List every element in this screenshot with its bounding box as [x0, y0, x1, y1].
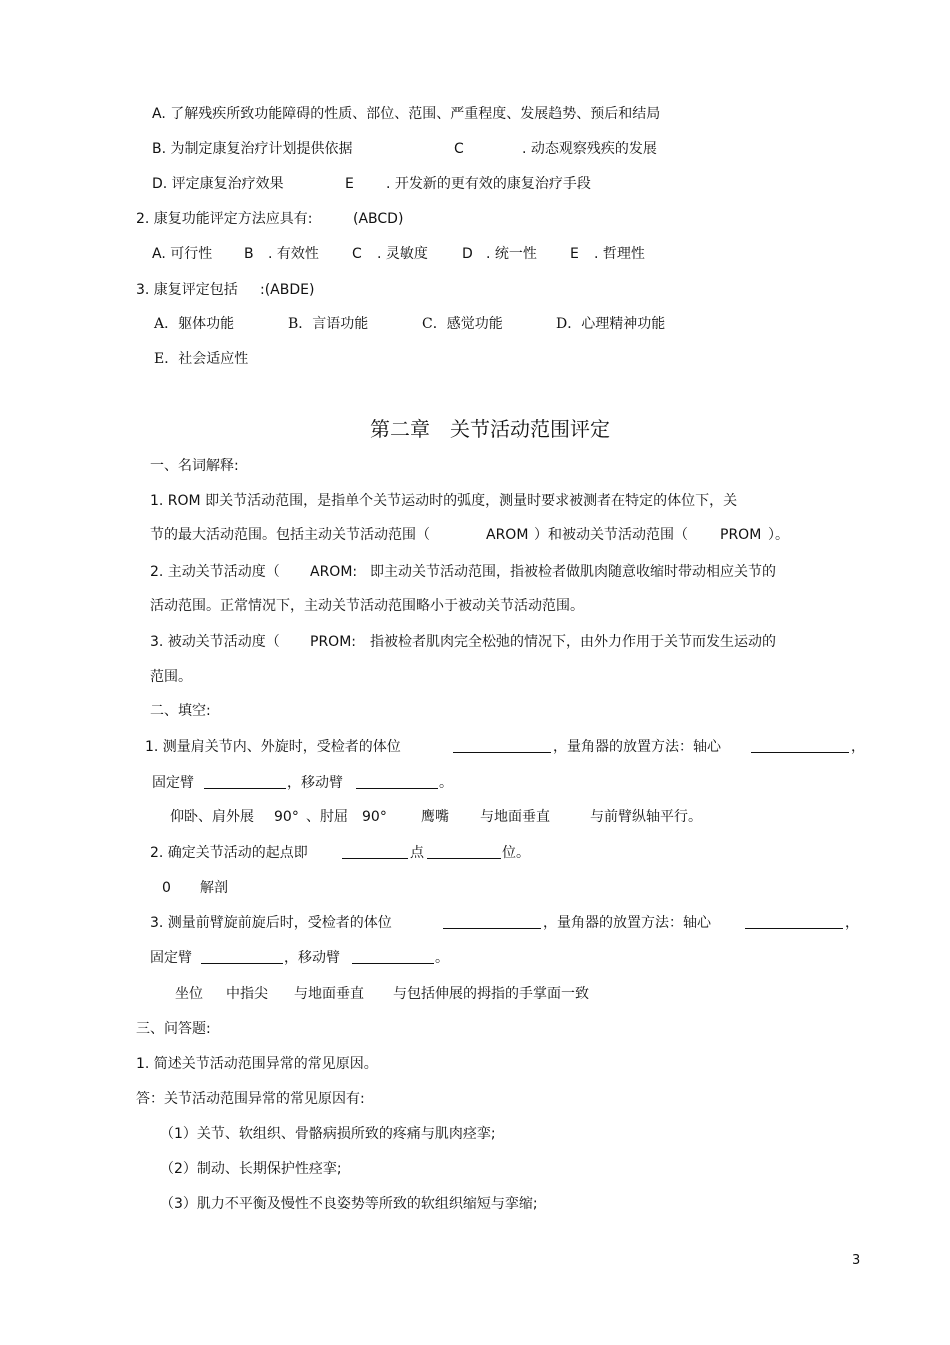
- q2-opt-e: . 哲理性: [594, 246, 645, 262]
- section-2-heading: 二、填空:: [150, 703, 211, 719]
- fill-1-answers: [170, 807, 702, 827]
- term-3-text-a: 3. 被动关节活动度（: [150, 634, 280, 650]
- option-d: [152, 174, 591, 194]
- fill-1-ans-1: 仰卧、肩外展: [170, 809, 254, 825]
- fill-3-ans-3: 与地面垂直: [294, 986, 364, 1002]
- q3-opt-c: C．感觉功能: [422, 316, 503, 332]
- fill-3-text-e: ，移动臂: [284, 950, 340, 966]
- fill-2-answers: [162, 878, 228, 898]
- fill-1-ans-7: 与前臂纵轴平行。: [590, 809, 702, 825]
- fill-1-blank-moving-arm[interactable]: [356, 773, 438, 789]
- fill-1-text-e: ，移动臂: [287, 775, 343, 791]
- essay-question-1: 1. 简述关节活动范围异常的常见原因。: [136, 1056, 378, 1072]
- fill-2-ans-2: 解剖: [200, 880, 228, 896]
- q2-opt-b-letter: B: [244, 246, 254, 262]
- fill-2-line: [150, 843, 530, 863]
- term-2-text-a: 2. 主动关节活动度（: [150, 564, 280, 580]
- term-3-text-c: 指被检者肌肉完全松弛的情况下，由外力作用于关节而发生运动的: [370, 634, 776, 650]
- q3-opt-e: E．社会适应性: [154, 351, 249, 367]
- fill-2-blank-position[interactable]: [427, 843, 501, 859]
- q3-opt-d: D．心理精神功能: [556, 316, 666, 332]
- fill-3-ans-4: 与包括伸展的拇指的手掌面一致: [393, 986, 589, 1002]
- option-e-letter: E: [345, 176, 354, 192]
- fill-3-text-d: 固定臂: [150, 950, 192, 966]
- term-2-line-2: 活动范围。正常情况下，主动关节活动范围略小于被动关节活动范围。: [150, 598, 584, 614]
- fill-1-line-2: [152, 773, 453, 793]
- q3-opt-b: B．言语功能: [288, 316, 369, 332]
- option-c-text: . 动态观察残疾的发展: [522, 141, 657, 157]
- fill-2-text-c: 位。: [502, 845, 530, 861]
- term-2-arom: AROM:: [310, 564, 358, 580]
- fill-1-text-f: 。: [439, 775, 453, 791]
- question-3-options-row1: [154, 314, 666, 334]
- q3-opt-a: A．躯体功能: [154, 316, 235, 332]
- q2-opt-a: A. 可行性: [152, 246, 213, 262]
- term-2-line-1: [150, 562, 776, 582]
- fill-3-text-b: ，量角器的放置方法：轴心: [543, 915, 711, 931]
- fill-1-blank-axis[interactable]: [751, 737, 849, 753]
- option-c-letter: C: [454, 141, 464, 157]
- term-1-prom: PROM: [720, 527, 762, 543]
- fill-3-blank-fixed-arm[interactable]: [201, 948, 283, 964]
- fill-1-ans-6: 与地面垂直: [480, 809, 550, 825]
- question-2-options: [152, 244, 645, 264]
- fill-1-ans-4: 90°: [362, 809, 387, 825]
- question-2-text: 2. 康复功能评定方法应具有:: [136, 211, 313, 227]
- q2-opt-e-letter: E: [570, 246, 579, 262]
- question-2-answer: (ABCD): [353, 211, 404, 227]
- fill-2-ans-1: 0: [162, 880, 171, 896]
- fill-3-text-f: 。: [435, 950, 449, 966]
- chapter-title: 第二章 关节活动范围评定: [370, 417, 610, 441]
- cause-1: （1）关节、软组织、骨骼病损所致的疼痛与肌肉痉挛;: [160, 1126, 496, 1142]
- term-3-line-2: 范围。: [150, 669, 192, 685]
- q2-opt-c: . 灵敏度: [377, 246, 428, 262]
- question-3: [136, 280, 315, 300]
- fill-1-text-d: 固定臂: [152, 775, 194, 791]
- page-number: 3: [852, 1253, 861, 1268]
- question-3-text: 3. 康复评定包括: [136, 282, 238, 298]
- fill-3-line-1: [150, 913, 859, 933]
- fill-2-blank-start[interactable]: [342, 843, 408, 859]
- fill-1-ans-5: 鹰嘴: [421, 809, 449, 825]
- fill-1-blank-fixed-arm[interactable]: [204, 773, 286, 789]
- fill-1-blank-position[interactable]: [453, 737, 551, 753]
- fill-3-ans-2: 中指尖: [226, 986, 268, 1002]
- fill-1-text-c: ，: [851, 739, 865, 755]
- term-1-arom: AROM: [486, 527, 529, 543]
- term-1-text-c: ）和被动关节活动范围（: [534, 527, 688, 543]
- fill-1-line-1: [145, 737, 865, 757]
- section-3-heading: 三、问答题:: [136, 1021, 211, 1037]
- fill-1-ans-2: 90°: [274, 809, 299, 825]
- cause-2: （2）制动、长期保护性痉挛;: [160, 1161, 342, 1177]
- q2-opt-d: . 统一性: [486, 246, 537, 262]
- fill-2-text-b: 点: [410, 845, 424, 861]
- fill-3-line-2: [150, 948, 449, 968]
- fill-2-text-a: 2. 确定关节活动的起点即: [150, 845, 308, 861]
- term-3-prom: PROM:: [310, 634, 356, 650]
- question-3-answer: :(ABDE): [260, 282, 315, 298]
- q2-opt-c-letter: C: [352, 246, 362, 262]
- fill-1-text-b: ，量角器的放置方法：轴心: [553, 739, 721, 755]
- question-2: [136, 209, 404, 229]
- fill-3-text-c: ，: [845, 915, 859, 931]
- fill-3-text-a: 3. 测量前臂旋前旋后时，受检者的体位: [150, 915, 392, 931]
- q2-opt-b: . 有效性: [268, 246, 319, 262]
- fill-1-text-a: 1. 测量肩关节内、外旋时，受检者的体位: [145, 739, 401, 755]
- q2-opt-d-letter: D: [462, 246, 473, 262]
- option-b: [152, 139, 657, 159]
- fill-3-blank-moving-arm[interactable]: [352, 948, 434, 964]
- fill-3-blank-position[interactable]: [443, 913, 541, 929]
- fill-3-answers: [175, 984, 589, 1004]
- option-e-text: . 开发新的更有效的康复治疗手段: [386, 176, 591, 192]
- fill-1-ans-3: 、肘屈: [306, 809, 348, 825]
- term-1-text-e: ）。: [768, 527, 789, 543]
- option-a: A. 了解残疾所致功能障碍的性质、部位、范围、严重程度、发展趋势、预后和结局: [152, 106, 661, 122]
- term-1-text-a: 节的最大活动范围。包括主动关节活动范围（: [150, 527, 430, 543]
- section-1-heading: 一、名词解释:: [150, 458, 239, 474]
- term-1-line-1: 1. ROM 即关节活动范围，是指单个关节运动时的弧度，测量时要求被测者在特定的体位下，关: [150, 493, 738, 509]
- term-2-text-c: 即主动关节活动范围，指被检者做肌肉随意收缩时带动相应关节的: [370, 564, 776, 580]
- fill-3-blank-axis[interactable]: [745, 913, 843, 929]
- term-1-line-2: [150, 525, 789, 545]
- cause-3: （3）肌力不平衡及慢性不良姿势等所致的软组织缩短与挛缩;: [160, 1196, 538, 1212]
- term-3-line-1: [150, 632, 776, 652]
- option-d-text: D. 评定康复治疗效果: [152, 176, 284, 192]
- option-b-text: B. 为制定康复治疗计划提供依据: [152, 141, 353, 157]
- fill-3-ans-1: 坐位: [175, 986, 203, 1002]
- essay-answer-intro: 答：关节活动范围异常的常见原因有:: [136, 1091, 365, 1107]
